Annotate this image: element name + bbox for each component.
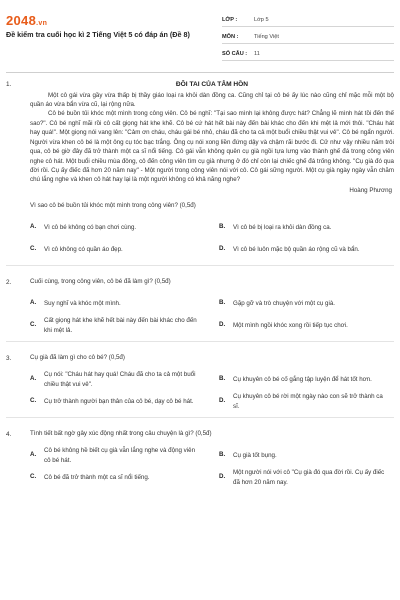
answer-letter: A. — [30, 375, 37, 383]
answer-text: Một người nói với cô "Cụ già đó qua đời rồi. Cụ ấy điếc đã hơn 20 năm nay. — [233, 469, 385, 486]
answer-options — [30, 217, 394, 261]
answer-option-d[interactable] — [219, 467, 394, 489]
question-number: 3. — [6, 354, 12, 362]
answer-option-b[interactable] — [219, 445, 394, 467]
answer-option-c[interactable] — [30, 467, 205, 489]
answer-options — [30, 445, 394, 489]
document-title: Đề kiểm tra cuối học kì 2 Tiếng Việt 5 có đáp án (Đề 8) — [6, 30, 190, 39]
answer-letter: A. — [30, 299, 37, 307]
answer-text: Cụ khuyên cô bé rời một ngày nào con sẽ trở thành ca sĩ. — [233, 393, 383, 410]
answer-option-a[interactable] — [30, 217, 205, 239]
answer-letter: C. — [30, 321, 37, 329]
answer-option-b[interactable] — [219, 293, 394, 315]
answer-text: Cụ nói: "Cháu hát hay quá! Cháu đã cho ta cả một buổi chiều thật vui vẻ". — [44, 371, 196, 388]
answer-letter: B. — [219, 451, 226, 459]
answer-letter: B. — [219, 299, 226, 307]
answer-text: Cất giọng hát khe khẽ hết bài này đến bài khác cho đến khi mệt lả. — [44, 317, 197, 334]
question-separator — [6, 417, 394, 418]
answer-option-d[interactable] — [219, 315, 394, 337]
question-4 — [6, 430, 394, 489]
meta-label: SỐ CÂU : — [222, 50, 248, 57]
answer-text: Cô bé không hề biết cụ già vẫn lắng nghe và động viên cô bé hát. — [44, 447, 196, 464]
answer-letter: D. — [219, 321, 226, 329]
answer-letter: D. — [219, 245, 226, 253]
passage-author: Hoàng Phương — [349, 186, 392, 194]
answer-text: Cụ khuyên cô bé cố gắng tập luyện để hát tốt hơn. — [233, 376, 372, 384]
meta-value: Tiếng Việt — [254, 33, 279, 40]
answer-letter: C. — [30, 245, 37, 253]
site-logo[interactable] — [6, 12, 47, 31]
answer-text: Suy nghĩ và khóc một mình. — [44, 300, 121, 308]
exam-meta — [222, 12, 394, 63]
header-divider — [6, 72, 394, 73]
question-number: 4. — [6, 430, 12, 438]
answer-text: Gặp gỡ và trò chuyện với một cụ già. — [233, 300, 336, 308]
answer-letter: A. — [30, 223, 37, 231]
answer-letter: B. — [219, 375, 226, 383]
answer-text: Một mình ngồi khóc xong rồi tiếp tục chơi. — [233, 322, 348, 330]
passage-paragraph: Một cô gái vừa gầy vừa thấp bị thầy giáo loại ra khỏi dàn đồng ca. Cũng chỉ tại cô bé ấy lúc nào cũng chỉ mặc mỗi một bộ quần áo vừa bẩn vừa cũ, lại rộng nữa. — [30, 91, 394, 108]
answer-option-d[interactable] — [219, 239, 394, 261]
answer-text: Cụ trở thành người bạn thân của cô bé, dạy cô bé hát. — [44, 398, 194, 406]
question-separator — [6, 341, 394, 342]
answer-letter: B. — [219, 223, 226, 231]
question-text: Vì sao cô bé buồn tủi khóc một mình trong công viên? (0,5đ) — [30, 201, 196, 209]
question-number: 1. — [6, 81, 12, 88]
meta-row-class — [222, 12, 394, 27]
passage-title: ĐÔI TAI CỦA TÂM HỒN — [175, 81, 249, 88]
answer-text: Vì cô bé luôn mặc bộ quần áo rộng cũ và bẩn. — [233, 246, 360, 254]
meta-label: MÔN : — [222, 33, 239, 40]
meta-label: LỚP : — [222, 16, 238, 23]
answer-text: Vì cô bé không có bạn chơi cùng. — [44, 224, 137, 232]
answer-option-c[interactable] — [30, 239, 205, 261]
meta-row-subject — [222, 29, 394, 44]
logo-main: 2048 — [6, 13, 37, 28]
question-3 — [6, 354, 394, 418]
meta-row-count — [222, 46, 394, 61]
meta-value: Lớp 5 — [254, 16, 269, 23]
question-text: Cuối cùng, trong công viên, cô bé đã làm gì? (0,5đ) — [30, 277, 171, 285]
answer-option-a[interactable] — [30, 369, 205, 391]
answer-options — [30, 369, 394, 413]
question-text: Tình tiết bất ngờ gây xúc động nhất trong câu chuyện là gì? (0,5đ) — [30, 429, 212, 437]
answer-letter: C. — [30, 397, 37, 405]
answer-text: Cụ già tốt bụng. — [233, 452, 277, 460]
meta-value: 11 — [254, 50, 260, 57]
question-2 — [6, 278, 394, 342]
question-1 — [6, 80, 394, 266]
answer-option-b[interactable] — [219, 369, 394, 391]
answer-letter: A. — [30, 451, 37, 459]
answer-letter: D. — [219, 397, 226, 405]
question-number: 2. — [6, 278, 12, 286]
logo-suffix: .vn — [36, 20, 48, 27]
answer-option-c[interactable] — [30, 315, 205, 337]
passage-paragraph: Cô bé buồn tủi khóc một mình trong công viên. Cô bé nghĩ: "Tại sao mình lại không được hát? Chẳng lẽ mình hát tồi đến thế sao?". Cô bé nghĩ mãi rồi cô cất giọng hát khe khẽ. Cô bé cứ hát hết bài này đến bài khác cho đến khi mệt lả mới thôi. "Cháu hát hay quá!". Một giọng nói vang lên: "Cảm ơn cháu, cháu gái bé nhỏ, cháu đã cho ta cả một buổi chiều thật vui vẻ". Cô bé ngẩn người. Người vừa khen cô bé là một ông cụ tóc bạc trắng. Ông cụ nói xong liền đứng dậy và chậm rãi bước đi. Cử như vậy nhiều năm trôi qua, cô bé giờ đây đã trở thành một ca sĩ nổi tiếng. Cô gái vẫn không quên cụ già ngồi tựa lưng vào thành ghế đá trong công viên nghe cô hát. Một buổi chiều mùa đông, cô đến công viên tìm cụ già nhưng ở đó chỉ còn lại chiếc ghế đá trống không. "Cụ già đó qua đời rồi. Cụ ấy điếc đã hơn 20 năm nay" - Một người trong công viên nói với cô. Cô gái sững người. Một cụ già ngày ngày vẫn chăm chú lắng nghe và khen cô hát hay lại là một người không có khả năng nghe? — [30, 110, 394, 184]
exam-content — [6, 78, 394, 489]
answer-letter: D. — [219, 473, 226, 481]
answer-text: Vì cô không có quần áo đẹp. — [44, 246, 123, 254]
answer-text: Cô bé đã trở thành một ca sĩ nổi tiếng. — [44, 474, 150, 482]
answer-option-a[interactable] — [30, 293, 205, 315]
answer-option-b[interactable] — [219, 217, 394, 239]
question-text: Cụ già đã làm gì cho cô bé? (0,5đ) — [30, 353, 125, 361]
answer-letter: C. — [30, 473, 37, 481]
page-header — [0, 0, 400, 68]
question-separator — [6, 265, 394, 266]
answer-options — [30, 293, 394, 337]
answer-option-a[interactable] — [30, 445, 205, 467]
answer-option-c[interactable] — [30, 391, 205, 413]
answer-option-d[interactable] — [219, 391, 394, 413]
answer-text: Vì cô bé bị loại ra khỏi dàn đồng ca. — [233, 224, 332, 232]
